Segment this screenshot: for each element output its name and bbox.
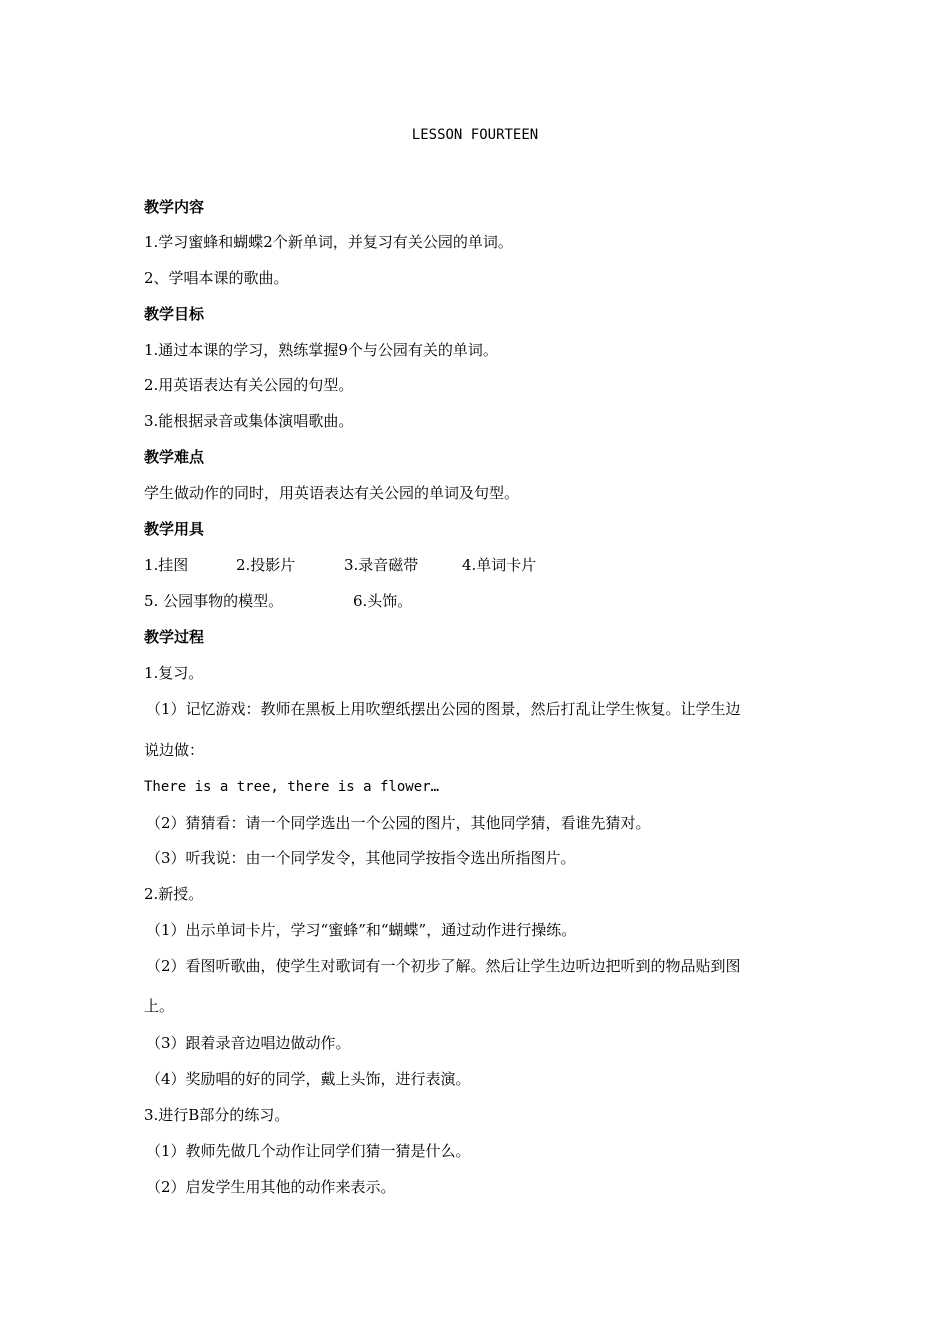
objective-item: 3.能根据录音或集体演唱歌曲。 xyxy=(144,412,354,430)
objective-item: 1.通过本课的学习，熟练掌握9个与公园有关的单词。 xyxy=(144,341,498,359)
difficulty-item: 学生做动作的同时，用英语表达有关公园的单词及句型。 xyxy=(144,484,520,502)
content-item: 2、学唱本课的歌曲。 xyxy=(144,269,289,287)
tools-row xyxy=(144,555,536,575)
difficulty-heading: 教学难点 xyxy=(144,448,205,466)
process-item: （1）出示单词卡片，学习“蜜蜂”和“蝴蝶”，通过动作进行操练。 xyxy=(146,921,577,939)
content-heading: 教学内容 xyxy=(144,198,205,216)
lesson-title: LESSON FOURTEEN xyxy=(411,127,539,143)
process-heading: 教学过程 xyxy=(144,628,205,646)
objectives-heading: 教学目标 xyxy=(144,305,205,323)
process-step: 2.新授。 xyxy=(144,885,204,903)
process-item: 说边做： xyxy=(144,741,205,759)
tool-item: 3.录音磁带 xyxy=(344,556,419,574)
process-item: （2）启发学生用其他的动作来表示。 xyxy=(146,1178,396,1196)
tool-item: 5. 公园事物的模型。 xyxy=(144,592,284,610)
tools-row xyxy=(144,591,412,611)
process-item: （1）教师先做几个动作让同学们猜一猜是什么。 xyxy=(146,1142,471,1160)
tool-item: 2.投影片 xyxy=(236,556,296,574)
tools-heading: 教学用具 xyxy=(144,520,205,538)
process-item-english: There is a tree, there is a flower… xyxy=(144,779,440,795)
process-step: 3.进行B部分的练习。 xyxy=(144,1106,290,1124)
tool-item: 4.单词卡片 xyxy=(462,556,537,574)
process-item: （3）跟着录音边唱边做动作。 xyxy=(146,1034,351,1052)
process-step: 1.复习。 xyxy=(144,664,204,682)
process-item: （2）猜猜看：请一个同学选出一个公园的图片，其他同学猜，看谁先猜对。 xyxy=(146,814,651,832)
process-item: （3）听我说：由一个同学发令，其他同学按指令选出所指图片。 xyxy=(146,849,576,867)
process-item: 上。 xyxy=(144,997,175,1015)
process-item: （1）记忆游戏：教师在黑板上用吹塑纸摆出公园的图景，然后打乱让学生恢复。让学生边 xyxy=(146,700,741,718)
objective-item: 2.用英语表达有关公园的句型。 xyxy=(144,376,354,394)
content-item: 1.学习蜜蜂和蝴蝶2个新单词，并复习有关公园的单词。 xyxy=(144,233,513,251)
process-item: （4）奖励唱的好的同学，戴上头饰，进行表演。 xyxy=(146,1070,471,1088)
tool-item: 6.头饰。 xyxy=(353,592,413,610)
process-item: （2）看图听歌曲，使学生对歌词有一个初步了解。然后让学生边听边把听到的物品贴到图 xyxy=(146,957,741,975)
tool-item: 1.挂图 xyxy=(144,556,189,574)
